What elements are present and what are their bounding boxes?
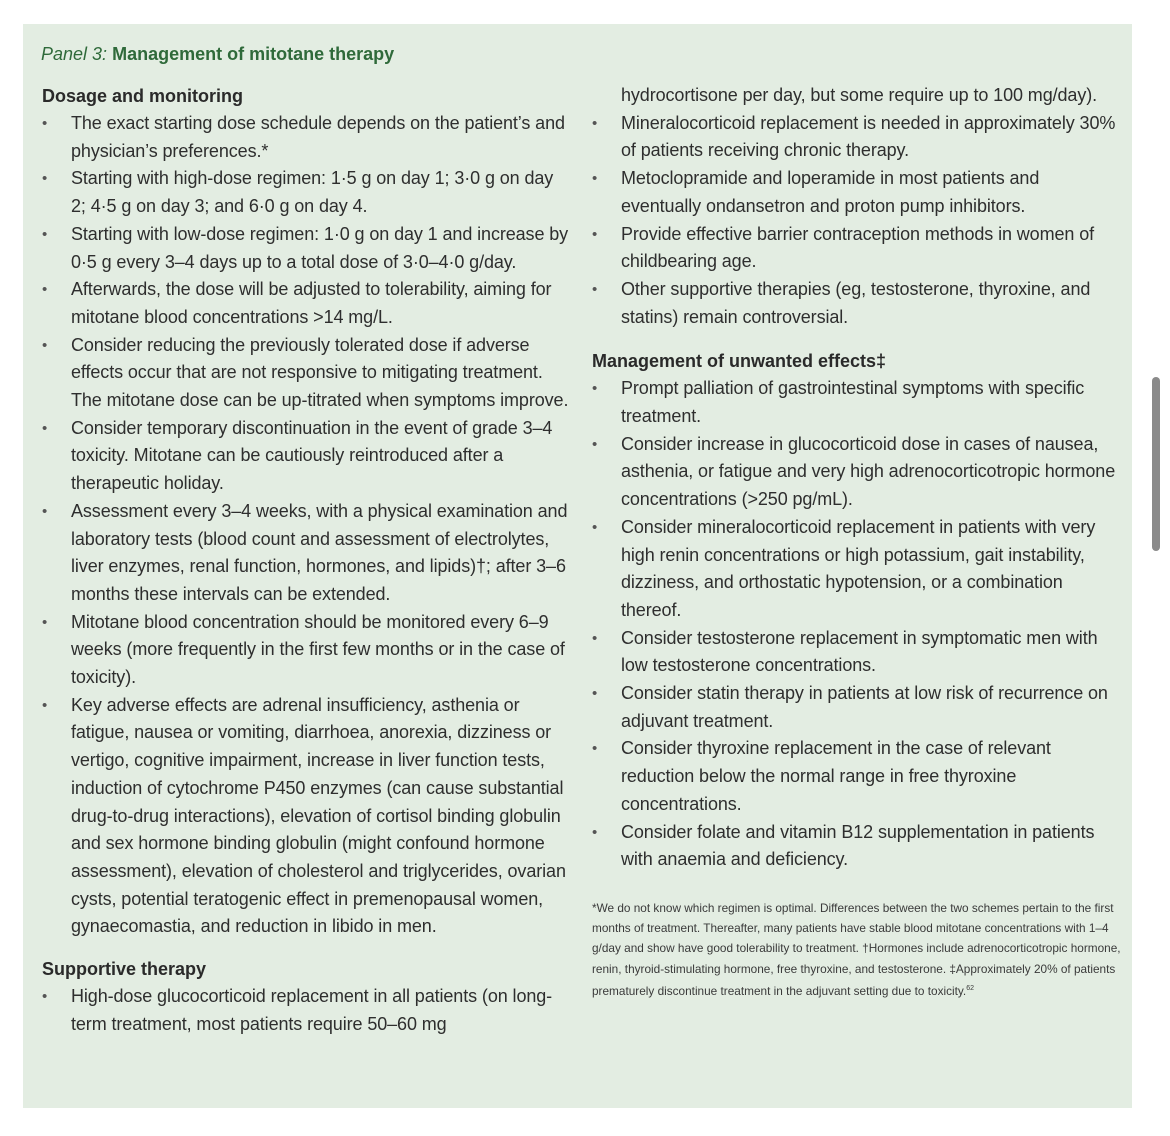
unwanted-heading: Management of unwanted effects‡: [592, 351, 887, 372]
list-item: • Afterwards, the dose will be adjusted to tolerability, aiming for mitotane blood concentrations >14 mg/L.: [42, 276, 572, 331]
section-gap: [42, 941, 572, 955]
list-item: • Mitotane blood concentration should be monitored every 6–9 weeks (more frequently in the first few months or in the case of toxicity).: [42, 609, 572, 692]
list-item: • Prompt palliation of gastrointestinal symptoms with specific treatment.: [592, 375, 1122, 430]
list-item: • Consider testosterone replacement in symptomatic men with low testosterone concentrations.: [592, 625, 1122, 680]
supportive-list-part1: [42, 983, 572, 1038]
list-item: • Consider mineralocorticoid replacement in patients with very high renin concentrations or high potassium, gait instability, dizziness, and orthostatic hypotension, or a combination thereof.: [592, 514, 1122, 625]
supportive-list-part2: [592, 82, 1122, 331]
list-item: • Consider reducing the previously tolerated dose if adverse effects occur that are not responsive to mitigating treatment. The mitotane dose can be up-titrated when symptoms improve.: [42, 332, 572, 415]
list-item: • Consider increase in glucocorticoid dose in cases of nausea, asthenia, or fatigue and very high adrenocorticotropic hormone concentrations (>250 pg/mL).: [592, 431, 1122, 514]
list-item: • Provide effective barrier contraception methods in women of childbearing age.: [592, 221, 1122, 276]
left-column: [42, 82, 572, 1039]
panel-title-text: Management of mitotane therapy: [112, 44, 395, 64]
dosage-list: [42, 110, 572, 941]
list-item: • Other supportive therapies (eg, testosterone, thyroxine, and statins) remain controversial.: [592, 276, 1122, 331]
list-item: • Key adverse effects are adrenal insufficiency, asthenia or fatigue, nausea or vomiting, diarrhoea, anorexia, dizziness or vertigo, cognitive impairment, increase in liver function tests, induction of cytochrome P450 enzymes (can cause substantial drug-to-drug interactions), elevation of cortisol binding globulin and sex hormone binding globulin (might confound hormone assessment), elevation of cholesterol and triglycerides, ovarian cysts, potential teratogenic effect in premenopausal women, gynaecomastia, and reduction in libido in men.: [42, 692, 572, 941]
list-item: • Metoclopramide and loperamide in most patients and eventually ondansetron and proton pump inhibitors.: [592, 165, 1122, 220]
footnote: [592, 898, 1122, 1001]
list-item: • The exact starting dose schedule depends on the patient’s and physician’s preferences.*: [42, 110, 572, 165]
list-item: • Assessment every 3–4 weeks, with a physical examination and laboratory tests (blood count and assessment of electrolytes, liver enzymes, renal function, hormones, and lipids)†; after 3–6 months these intervals can be extended.: [42, 498, 572, 609]
supportive-heading: Supportive therapy: [42, 959, 207, 980]
list-item: • High-dose glucocorticoid replacement in all patients (on long-term treatment, most patients require 50–60 mg: [42, 983, 572, 1038]
list-item-continued: hydrocortisone per day, but some require up to 100 mg/day).: [621, 85, 1098, 105]
list-item: • Consider statin therapy in patients at low risk of recurrence on adjuvant treatment.: [592, 680, 1122, 735]
panel-label: Panel 3:: [41, 44, 108, 64]
list-item: • Starting with high-dose regimen: 1·5 g on day 1; 3·0 g on day 2; 4·5 g on day 3; and 6·0 g on day 4.: [42, 165, 572, 220]
list-item: • Starting with low-dose regimen: 1·0 g on day 1 and increase by 0·5 g every 3–4 days up to a total dose of 3·0–4·0 g/day.: [42, 221, 572, 276]
list-item: • Consider thyroxine replacement in the case of relevant reduction below the normal range in free thyroxine concentrations.: [592, 735, 1122, 818]
section-gap: [592, 331, 1122, 347]
dosage-heading: Dosage and monitoring: [42, 86, 244, 106]
list-item: • Consider temporary discontinuation in the event of grade 3–4 toxicity. Mitotane can be cautiously reintroduced after a therapeutic holiday.: [42, 415, 572, 498]
footnote-ref: 62: [966, 984, 975, 992]
list-item: • Mineralocorticoid replacement is needed in approximately 30% of patients receiving chronic therapy.: [592, 110, 1122, 165]
unwanted-list: [592, 375, 1122, 874]
panel-box: [23, 24, 1132, 1108]
scrollbar-thumb[interactable]: [1152, 377, 1160, 551]
right-column: [592, 82, 1122, 1001]
list-item: • Consider folate and vitamin B12 supplementation in patients with anaemia and deficiency.: [592, 819, 1122, 874]
footnote-text: *We do not know which regimen is optimal. Differences between the two schemes pertain to the first months of treatment. Thereafter, many patients have stable blood mitotane concentrations with 1–4 g/day and show have good tolerability to treatment. †Hormones include adrenocorticotropic hormone, renin, thyroid-stimulating hormone, free thyroxine, and testosterone. ‡Approximately 20% of patients prematurely discontinue treatment in the adjuvant setting due to toxicity.: [592, 900, 1121, 998]
panel-title: [41, 44, 394, 65]
